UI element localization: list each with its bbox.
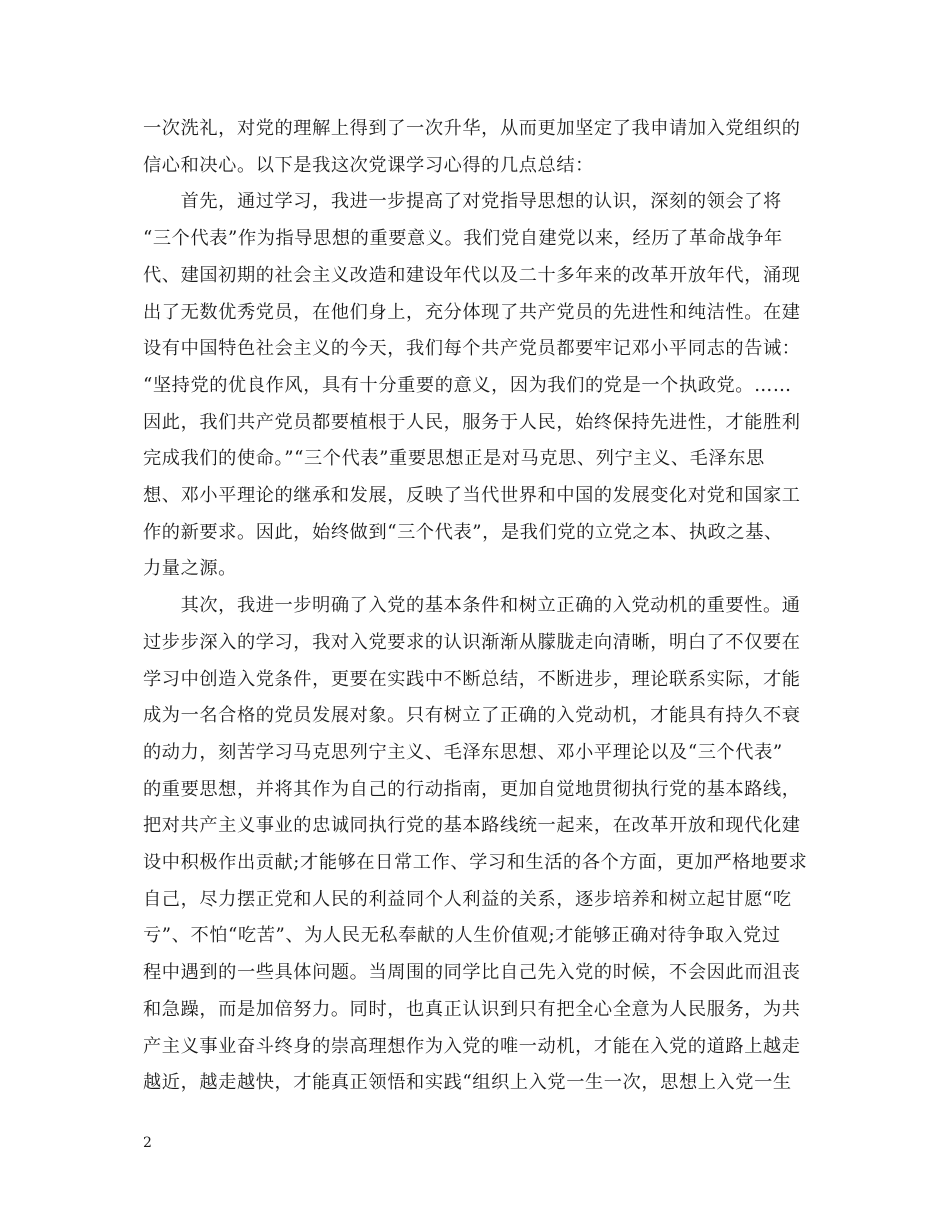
text-line: 和急躁，而是加倍努力。同时，也真正认识到只有把全心全意为人民服务，为共 (143, 998, 801, 1020)
text-line: 的重要思想，并将其作为自己的行动指南，更加自觉地贯彻执行党的基本路线， (143, 778, 801, 800)
text-line: 程中遇到的一些具体问题。当周围的同学比自己先入党的时候，不会因此而沮丧 (143, 962, 801, 984)
text-line: 把对共产主义事业的忠诚同执行党的基本路线统一起来，在改革开放和现代化建 (143, 815, 801, 837)
text-line: 过步步深入的学习，我对入党要求的认识渐渐从朦胧走向清晰，明白了不仅要在 (143, 631, 801, 653)
text-line: 学习中创造入党条件，更要在实践中不断总结，不断进步，理论联系实际，才能 (143, 668, 801, 690)
text-line: 亏”、不怕“吃苦”、为人民无私奉献的人生价值观;才能够正确对待争取入党过 (143, 925, 781, 947)
text-line: 代、建国初期的社会主义改造和建设年代以及二十多年来的改革开放年代，涌现 (143, 264, 801, 286)
text-line: 出了无数优秀党员，在他们身上，充分体现了共产党员的先进性和纯洁性。在建 (143, 301, 801, 323)
text-line: 设有中国特色社会主义的今天，我们每个共产党员都要牢记邓小平同志的告诫： (143, 338, 801, 360)
text-line: 首先，通过学习，我进一步提高了对党指导思想的认识，深刻的领会了将 (143, 191, 782, 213)
text-line: 其次，我进一步明确了入党的基本条件和树立正确的入党动机的重要性。通 (143, 595, 801, 617)
text-line: 完成我们的使命。”“三个代表”重要思想正是对马克思、列宁主义、毛泽东思 (143, 448, 765, 470)
text-line: 自己，尽力摆正党和人民的利益同个人利益的关系，逐步培养和树立起甘愿“吃 (143, 888, 792, 910)
text-line: 产主义事业奋斗终身的崇高理想作为入党的唯一动机，才能在入党的道路上越走 (143, 1035, 801, 1057)
text-line: 一次洗礼，对党的理解上得到了一次升华，从而更加坚定了我申请加入党组织的 (143, 118, 801, 139)
text-line: “三个代表”作为指导思想的重要意义。我们党自建党以来，经历了革命战争年 (143, 228, 783, 250)
text-line: 想、邓小平理论的继承和发展，反映了当代世界和中国的发展变化对党和国家工 (143, 485, 801, 506)
text-line: 设中积极作出贡献;才能够在日常工作、学习和生活的各个方面，更加严格地要求 (143, 852, 808, 873)
text-line: “坚持党的优良作风，具有十分重要的意义，因为我们的党是一个执政党。…… (143, 374, 792, 396)
text-line: 作的新要求。因此，始终做到“三个代表”，是我们党的立党之本、执政之基、 (143, 521, 783, 543)
text-line: 因此，我们共产党员都要植根于人民，服务于人民，始终保持先进性，才能胜利 (143, 411, 801, 433)
text-line: 力量之源。 (143, 558, 237, 580)
text-line: 成为一名合格的党员发展对象。只有树立了正确的入党动机，才能具有持久不衰 (143, 705, 801, 727)
text-line: 信心和决心。以下是我这次党课学习心得的几点总结： (143, 154, 594, 176)
page-number: 2 (143, 1135, 152, 1151)
text-line: 的动力，刻苦学习马克思列宁主义、毛泽东思想、邓小平理论以及“三个代表” (143, 741, 783, 763)
text-line: 越近，越走越快，才能真正领悟和实践“组织上入党一生一次，思想上入党一生 (143, 1072, 792, 1094)
